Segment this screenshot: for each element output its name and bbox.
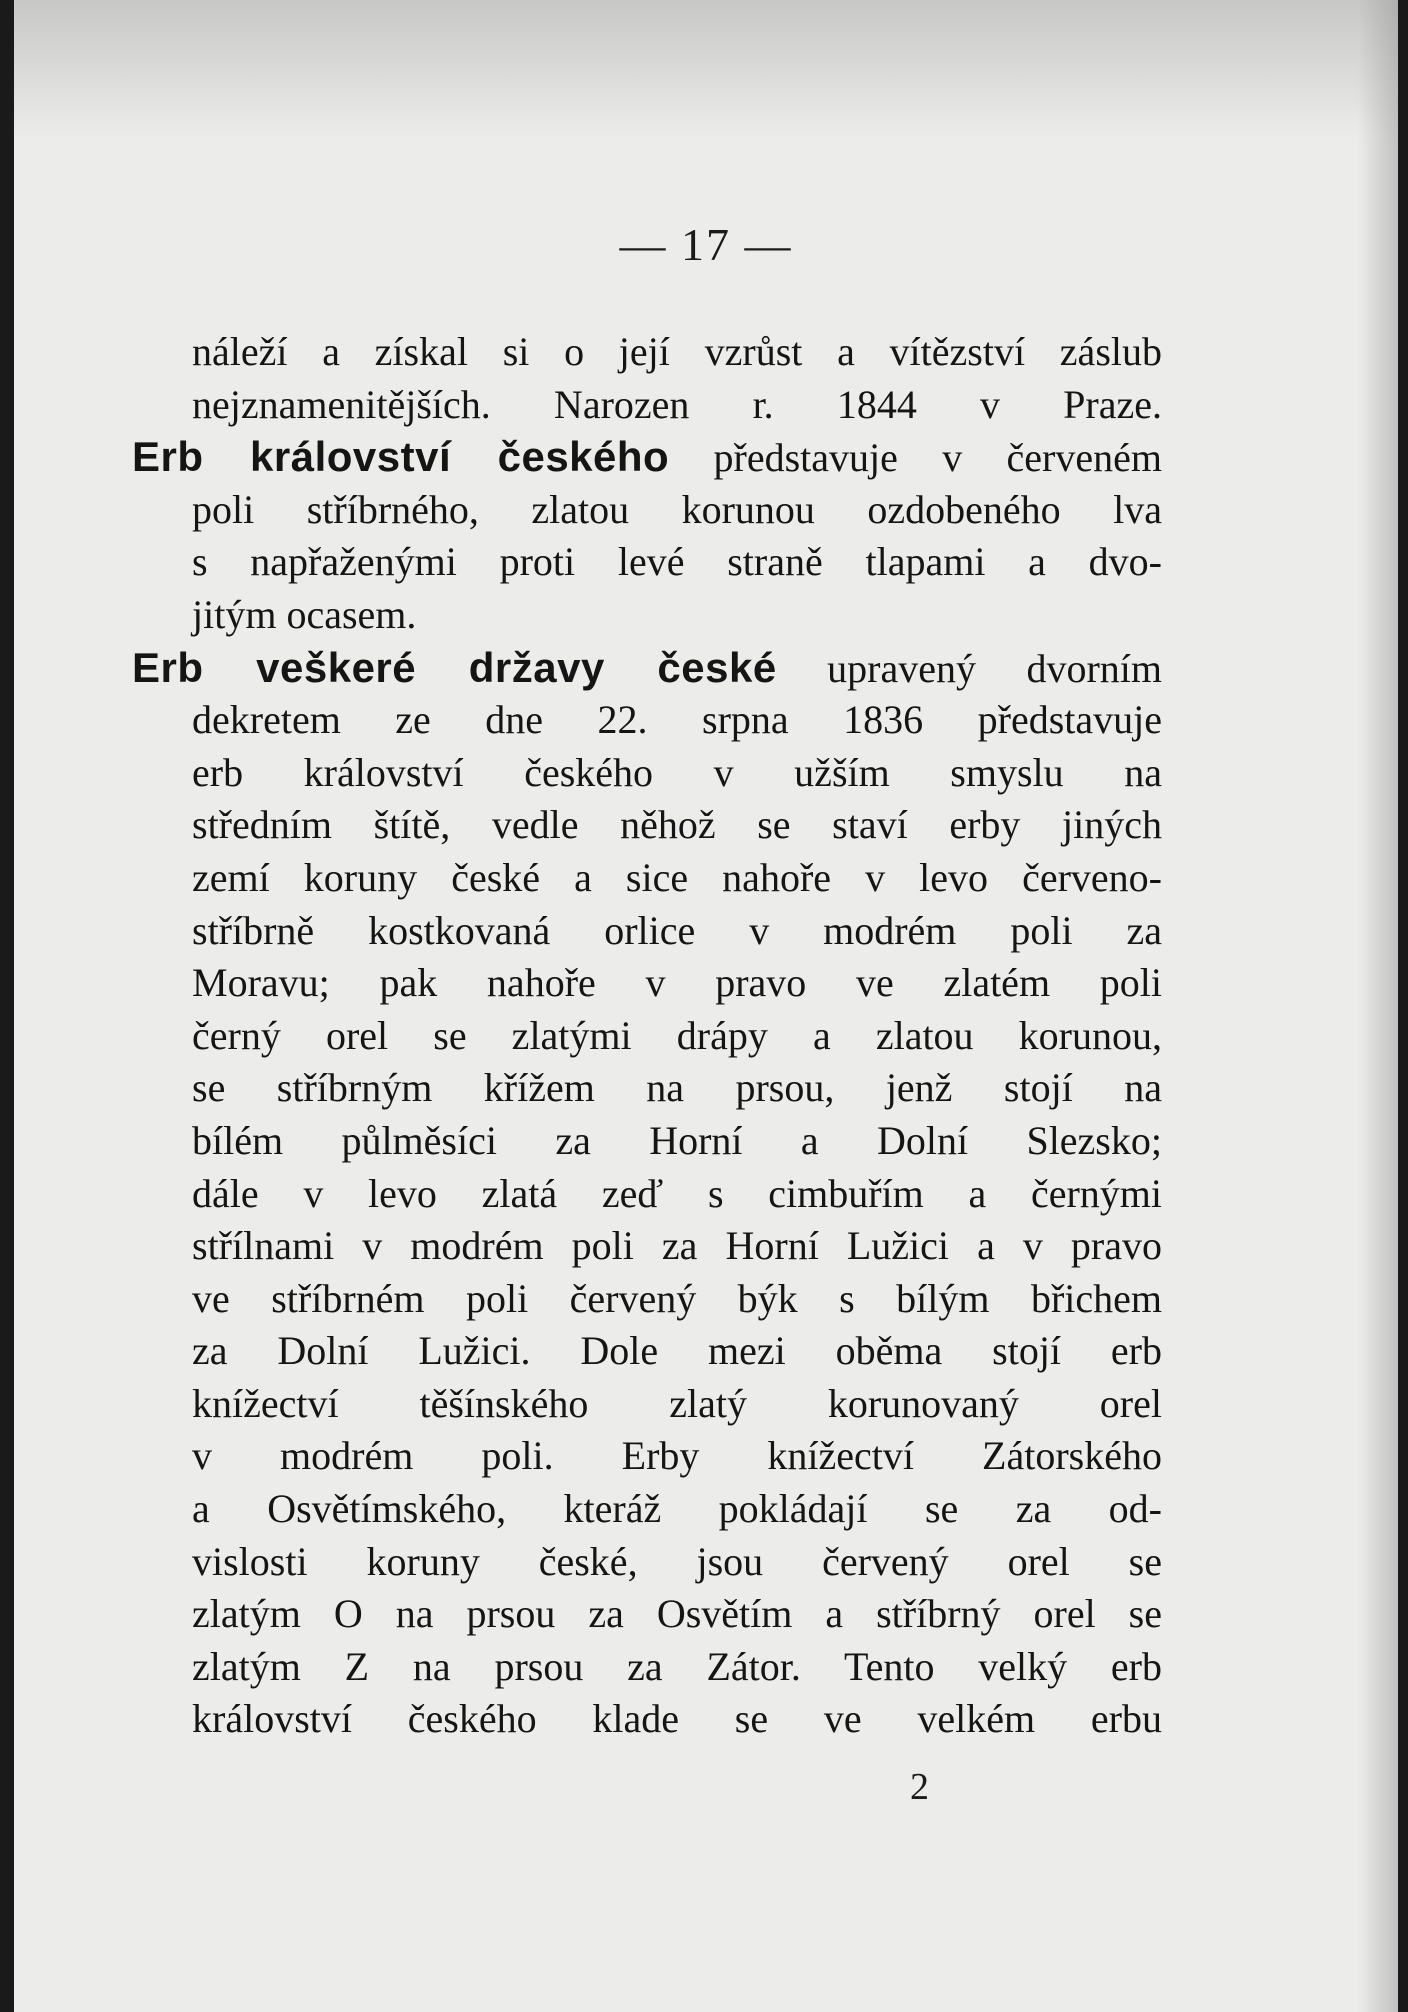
line-text: střílnami v modrém poli za Horní Lužici a v pravo bbox=[192, 1223, 1162, 1269]
text-line bbox=[132, 642, 1162, 695]
line-text: vislosti koruny české, jsou červený orel se bbox=[192, 1538, 1162, 1584]
text-line bbox=[132, 1168, 1162, 1221]
line-text: středním štítě, vedle něhož se staví erby jiných bbox=[192, 802, 1162, 848]
text-line bbox=[132, 589, 1162, 642]
line-text: zlatým Z na prsou za Zátor. Tento velký erb bbox=[192, 1643, 1162, 1689]
line-text: Moravu; pak nahoře v pravo ve zlatém poli bbox=[192, 960, 1162, 1006]
text-line bbox=[132, 1378, 1162, 1431]
line-text: dekretem ze dne 22. srpna 1836 představuje bbox=[192, 697, 1162, 743]
line-text: s napřaženými proti levé straně tlapami a dvo- bbox=[192, 539, 1162, 585]
text-line bbox=[132, 957, 1162, 1010]
text-line bbox=[132, 747, 1162, 800]
text-line bbox=[132, 379, 1162, 432]
text-line bbox=[132, 431, 1162, 484]
line-text: zemí koruny české a sice nahoře v levo červeno- bbox=[192, 854, 1162, 900]
signature-mark: 2 bbox=[910, 1766, 929, 1808]
text-line bbox=[132, 536, 1162, 589]
text-line bbox=[132, 1430, 1162, 1483]
line-text: ve stříbrném poli červený býk s bílým břichem bbox=[192, 1275, 1162, 1321]
line-text: upravený dvorním bbox=[776, 645, 1163, 691]
text-line bbox=[132, 1010, 1162, 1063]
line-text: stříbrně kostkovaná orlice v modrém poli za bbox=[192, 907, 1162, 953]
text-line bbox=[132, 1325, 1162, 1378]
body-text bbox=[132, 326, 1162, 1746]
document-page bbox=[14, 0, 1398, 2012]
line-text: představuje v červeném bbox=[669, 435, 1162, 481]
line-text: dále v levo zlatá zeď s cimbuřím a černými bbox=[192, 1170, 1162, 1216]
text-line bbox=[132, 1536, 1162, 1589]
line-text: se stříbrným křížem na prsou, jenž stojí na bbox=[192, 1065, 1162, 1111]
page-number: — 17 — bbox=[619, 219, 793, 270]
section-heading: Erb království českého bbox=[132, 433, 670, 481]
line-text: knížectví těšínského zlatý korunovaný orel bbox=[192, 1380, 1162, 1426]
text-line bbox=[132, 905, 1162, 958]
line-text: erb království českého v užším smyslu na bbox=[192, 749, 1162, 795]
text-line bbox=[132, 1062, 1162, 1115]
text-line bbox=[132, 326, 1162, 379]
text-line bbox=[132, 1693, 1162, 1746]
line-text: poli stříbrného, zlatou korunou ozdobeného lva bbox=[192, 486, 1162, 532]
text-line bbox=[132, 799, 1162, 852]
text-line bbox=[132, 852, 1162, 905]
line-text: černý orel se zlatými drápy a zlatou korunou, bbox=[192, 1012, 1162, 1058]
text-line bbox=[132, 1483, 1162, 1536]
line-text: zlatým O na prsou za Osvětím a stříbrný orel se bbox=[192, 1591, 1162, 1637]
line-text: a Osvětímského, kteráž pokládají se za od- bbox=[192, 1486, 1162, 1532]
text-line bbox=[132, 1220, 1162, 1273]
line-text: království českého klade se ve velkém erbu bbox=[192, 1696, 1162, 1742]
text-line bbox=[132, 694, 1162, 747]
text-line bbox=[132, 484, 1162, 537]
line-text: v modrém poli. Erby knížectví Zátorského bbox=[192, 1433, 1162, 1479]
line-text: za Dolní Lužici. Dole mezi oběma stojí erb bbox=[192, 1328, 1162, 1374]
section-heading: Erb veškeré državy české bbox=[132, 643, 777, 691]
text-line bbox=[132, 1588, 1162, 1641]
text-line bbox=[132, 1273, 1162, 1326]
text-line bbox=[132, 1641, 1162, 1694]
line-text: jitým ocasem. bbox=[192, 591, 417, 637]
text-line bbox=[132, 1115, 1162, 1168]
line-text: nejznamenitějších. Narozen r. 1844 v Praze. bbox=[192, 381, 1162, 427]
line-text: bílém půlměsíci za Horní a Dolní Slezsko; bbox=[192, 1117, 1162, 1163]
line-text: náleží a získal si o její vzrůst a vítězství záslub bbox=[192, 329, 1162, 374]
